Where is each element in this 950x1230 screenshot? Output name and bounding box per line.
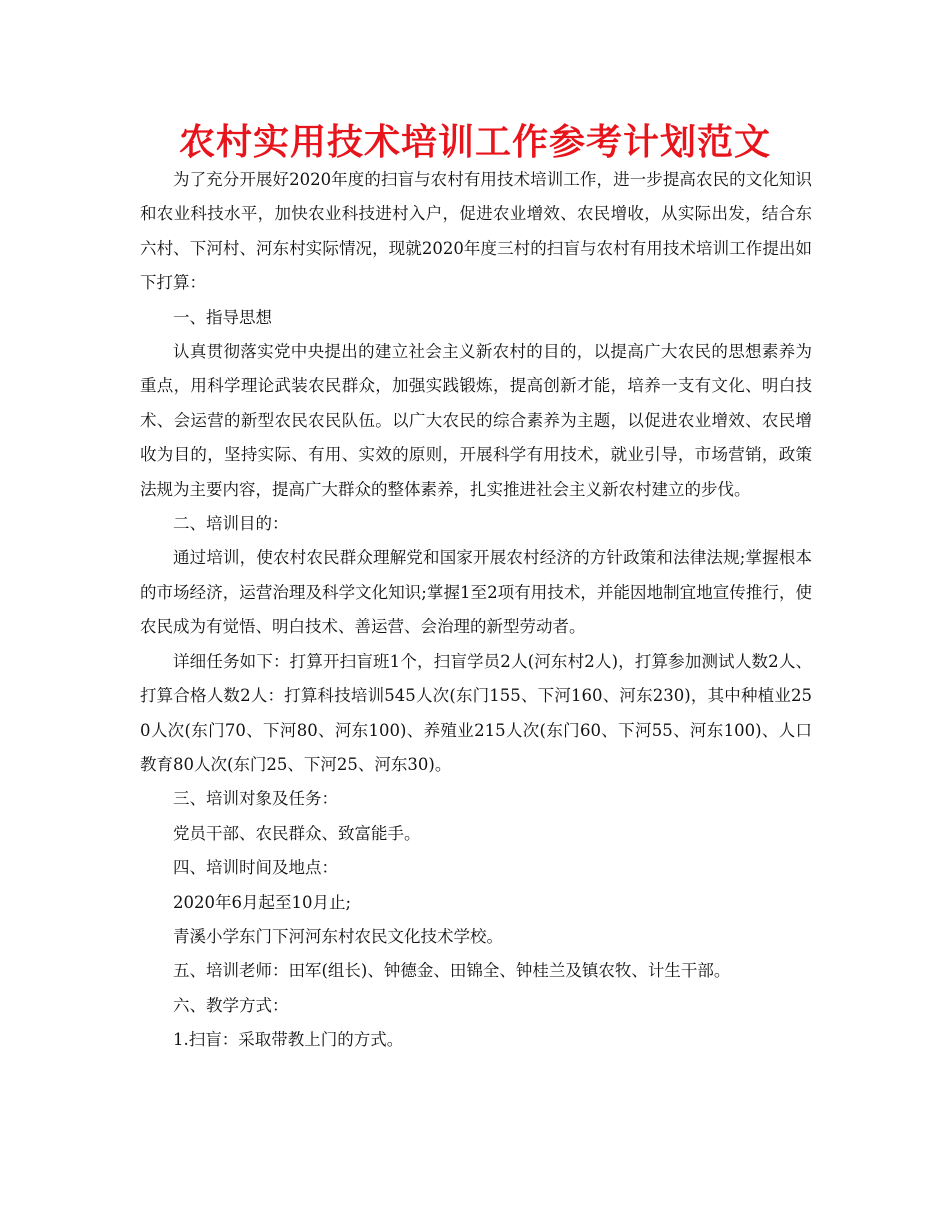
paragraph-location: 青溪小学东门下河河东村农民文化技术学校。 — [173, 926, 503, 946]
paragraph-training-purpose: 通过培训，使农村农民群众理解党和国家开展农村经济的方针政策和法律法规;掌握根本的市场经济，运营治理及科学文化知识;掌握1至2项有用技术，并能因地制宜地宣传推行，使农民成为有觉悟、明白技术、善运营、会治理的新型劳动者。 — [140, 548, 812, 637]
document-title: 农村实用技术培训工作参考计划范文 — [178, 122, 771, 163]
paragraph-training-targets: 党员干部、农民群众、致富能手。 — [173, 823, 421, 843]
paragraph-literacy-method: 1.扫盲：采取带教上门的方式。 — [173, 1030, 404, 1050]
paragraph-teachers: 五、培训老师：田军(组长)、钟德金、田锦全、钟桂兰及镇农牧、计生干部。 — [173, 961, 731, 981]
heading-time-location: 四、培训时间及地点： — [173, 858, 338, 878]
document-body — [140, 163, 812, 1058]
heading-training-targets: 三、培训对象及任务： — [173, 789, 338, 809]
heading-teaching-methods: 六、教学方式： — [173, 995, 289, 1015]
paragraph-detailed-tasks: 详细任务如下：打算开扫盲班1个，扫盲学员2人(河东村2人)，打算参加测试人数2人、打算合格人数2人：打算科技培训545人次(东门155、下河160、河东230)，其中种植业250人次(东门70、下河80、河东100)、养殖业215人次(东门60、下河55、河东100)、人口教育80人次(东门25、下河25、河东30)。 — [140, 651, 812, 774]
heading-training-purpose: 二、培训目的： — [173, 514, 289, 534]
paragraph-time: 2020年6月起至10月止; — [173, 892, 352, 912]
paragraph-guiding-ideology: 认真贯彻落实党中央提出的建立社会主义新农村的目的，以提高广大农民的思想素养为重点，用科学理论武装农民群众，加强实践锻炼，提高创新才能，培养一支有文化、明白技术、会运营的新型农民农民队伍。以广大农民的综合素养为主题，以促进农业增效、农民增收为目的，坚持实际、有用、实效的原则，开展科学有用技术，就业引导，市场营销，政策法规为主要内容，提高广大群众的整体素养，扎实推进社会主义新农村建立的步伐。 — [140, 342, 812, 499]
paragraph-intro: 为了充分开展好2020年度的扫盲与农村有用技术培训工作，进一步提高农民的文化知识和农业科技水平，加快农业科技进村入户，促进农业增效、农民增收，从实际出发，结合东六村、下河村、河东村实际情况，现就2020年度三村的扫盲与农村有用技术培训工作提出如下打算： — [140, 170, 812, 293]
heading-guiding-ideology: 一、指导思想 — [173, 307, 272, 327]
